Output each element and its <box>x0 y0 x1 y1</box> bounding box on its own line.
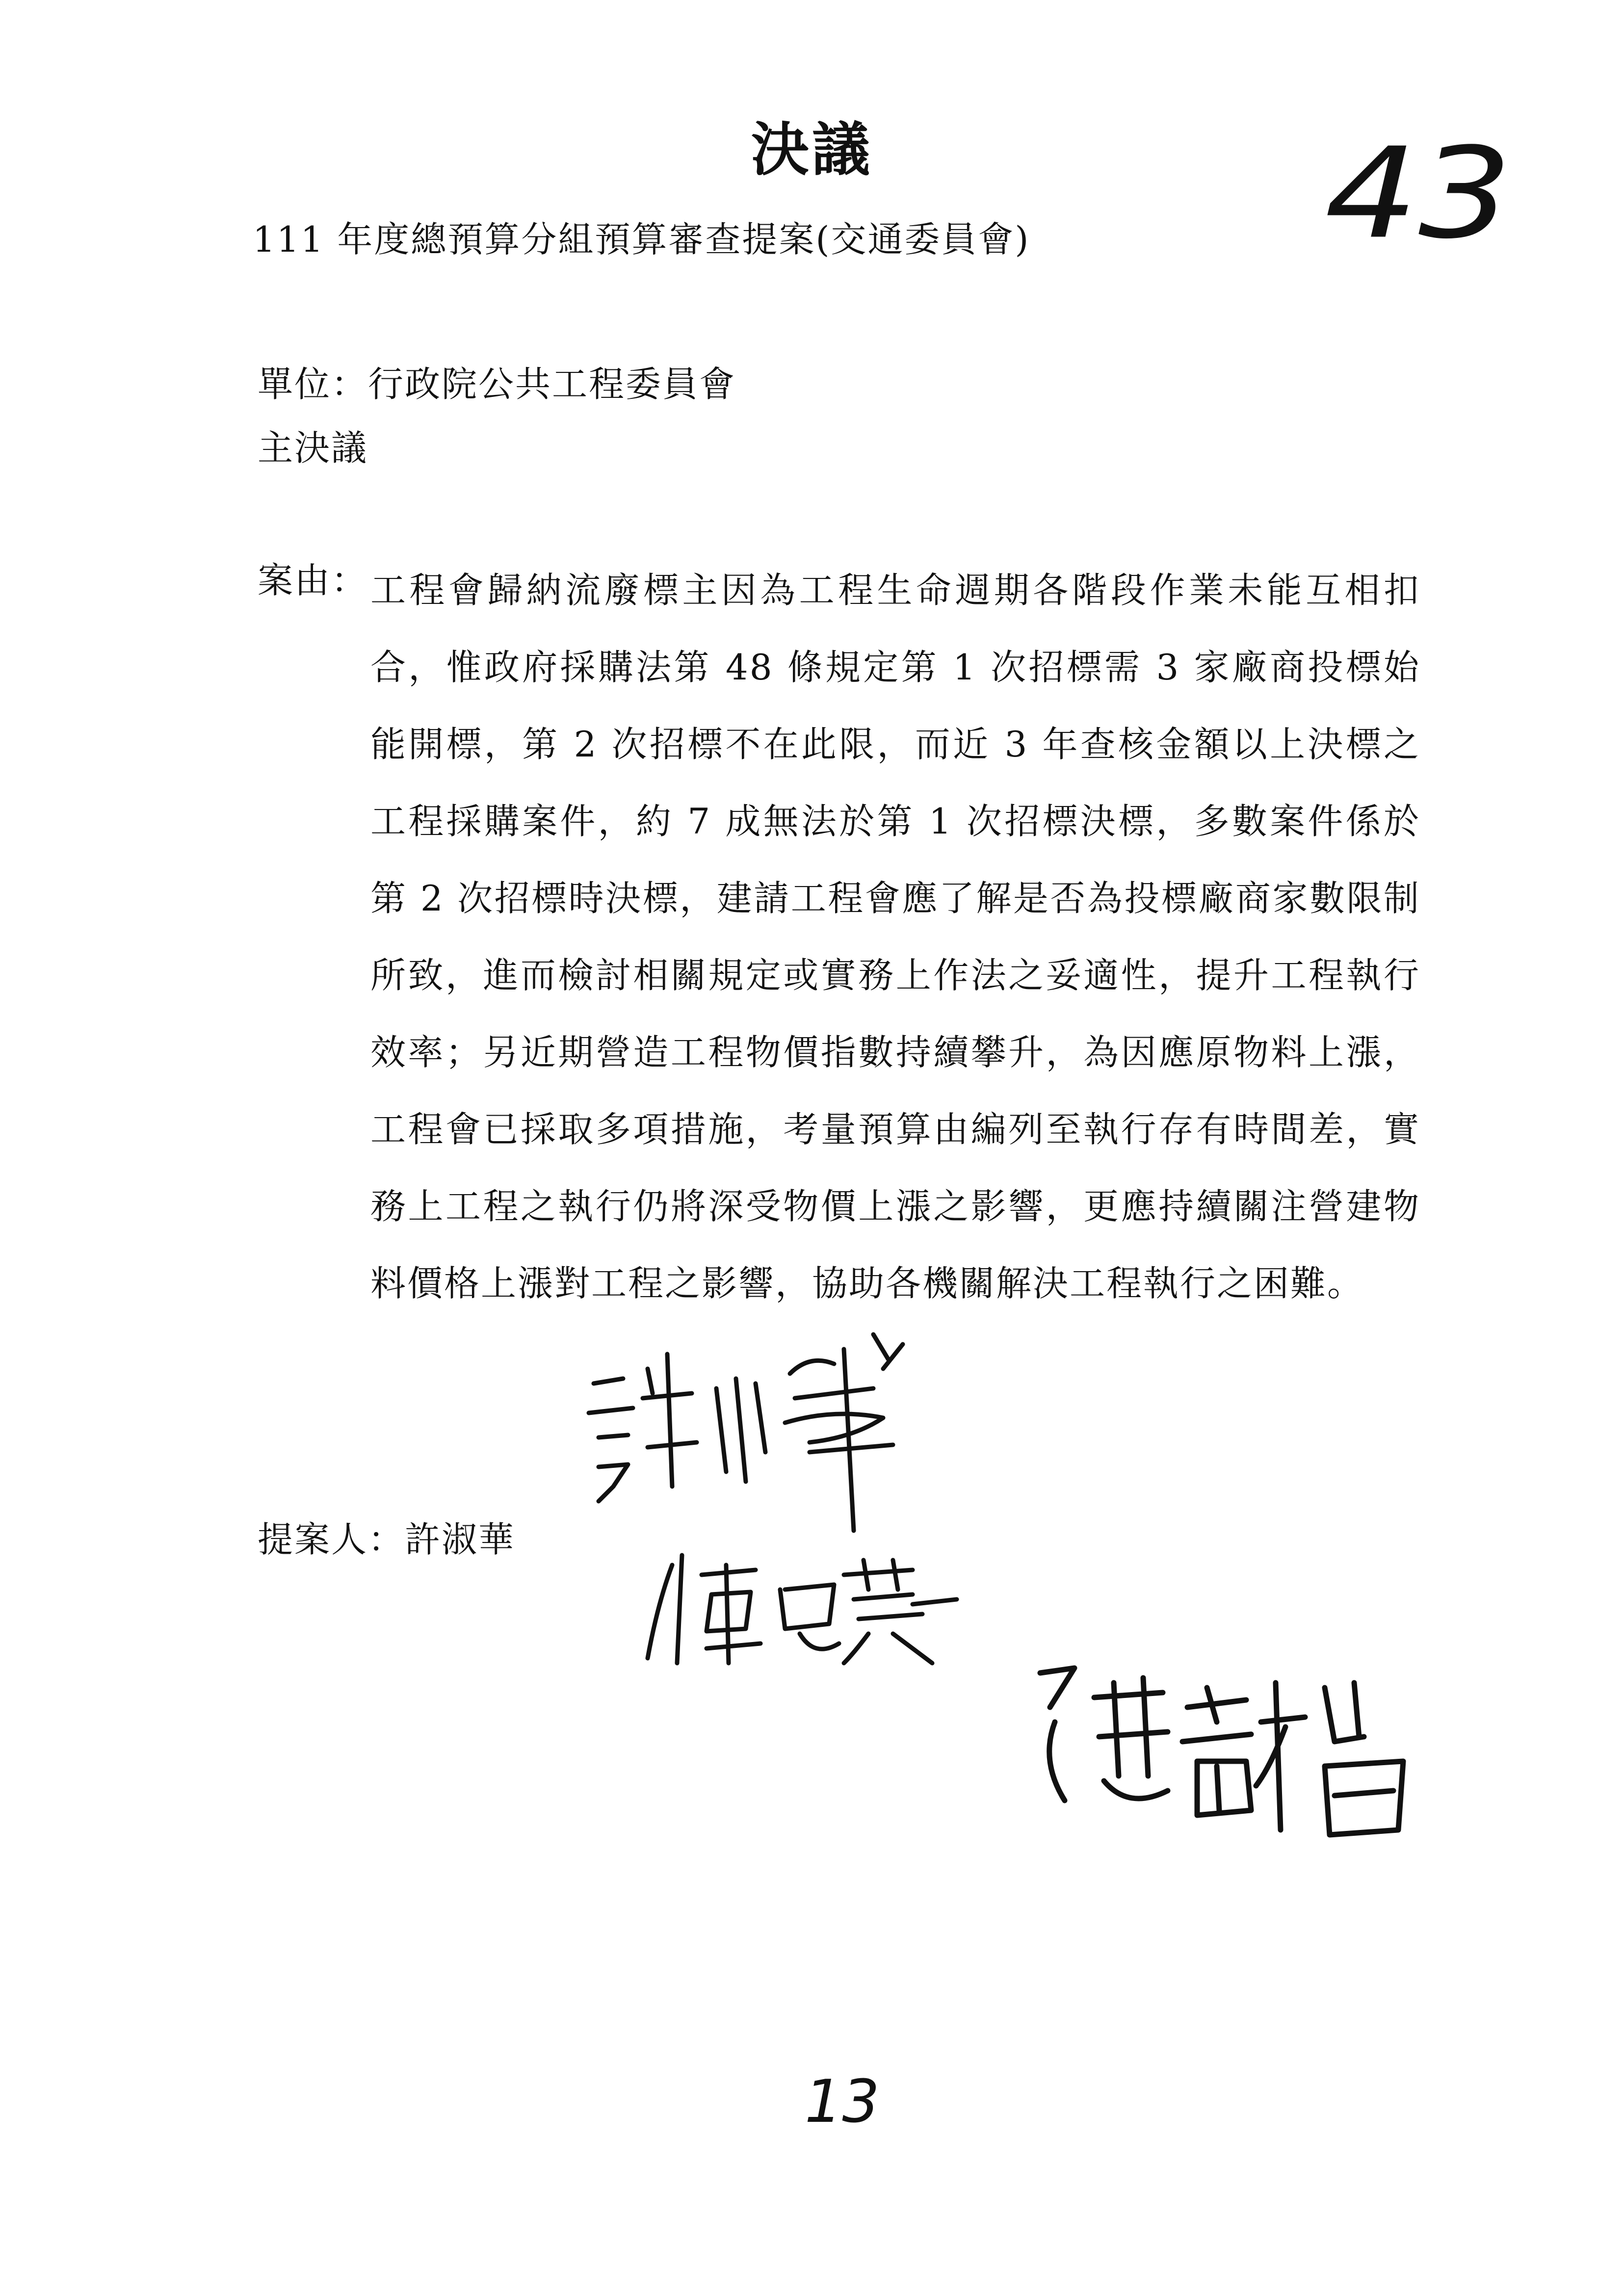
footer-handwritten-number: 13 <box>805 2068 880 2136</box>
proposer-label: 提案人： <box>258 1519 405 1560</box>
main-resolution-heading: 主決議 <box>258 427 368 469</box>
budget-subtitle: 111 年度總預算分組預算審查提案(交通委員會) <box>253 219 1030 260</box>
signature-2-image <box>638 1545 971 1673</box>
document-title: 決議 <box>751 115 873 183</box>
unit-value: 行政院公共工程委員會 <box>368 364 736 405</box>
handwritten-page-number: 43 <box>1325 121 1512 266</box>
unit-label: 單位： <box>258 364 368 405</box>
signature-3-image <box>1021 1653 1423 1850</box>
proposer-name: 許淑華 <box>405 1519 516 1560</box>
proposer-line <box>258 1511 515 1562</box>
reason-label: 案由： <box>258 560 368 601</box>
unit-line <box>258 356 736 407</box>
reason-body: 工程會歸納流廢標主因為工程生命週期各階段作業未能互相扣合，惟政府採購法第 48 條規定第 1 次招標需 3 家廠商投標始能開標，第 2 次招標不在此限，而近 3 年查核金額以上決標之工程採購案件，約 7 成無法於第 1 次招標決標，多數案件係於第 2 次招標時決標，建請工程會應了解是否為投標廠商家數限制所致，進而檢討相關規定或實務上作法之妥適性，提升工程執行效率；另近期營造工程物價指數持續攀升，為因應原物料上漲，工程會已採取多項措施，考量預算由編列至執行存有時間差，實務上工程之執行仍將深受物價上漲之影響，更應持續關注營建物料價格上漲對工程之影響，協助各機關解決工程執行之困難。 <box>370 570 1420 1304</box>
signature-1-image <box>579 1325 932 1550</box>
